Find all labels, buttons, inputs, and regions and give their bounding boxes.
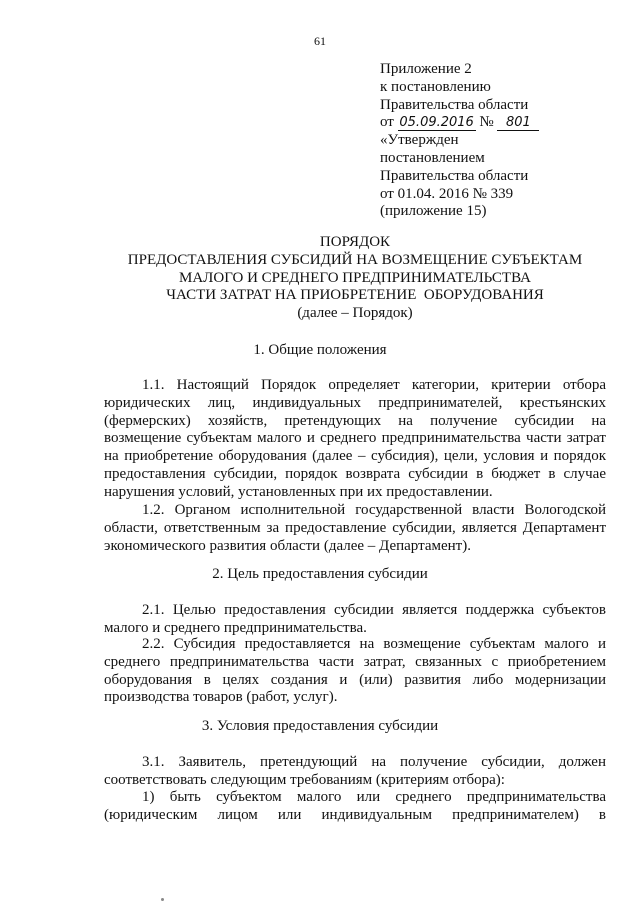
document-title	[60, 234, 640, 323]
appendix-line: Правительства области	[380, 96, 529, 113]
paragraph-2-1: 2.1. Целью предоставления субсидии является поддержка субъектов малого и среднего предпринимательства.	[104, 602, 606, 636]
handwritten-number: 801	[497, 115, 539, 131]
title-line: ПОРЯДОК	[319, 234, 391, 250]
scan-speck	[161, 898, 164, 901]
appendix-line: Приложение 2	[380, 61, 472, 77]
title-subline: (далее – Порядок)	[297, 305, 413, 322]
appendix-line: (приложение 15)	[380, 203, 487, 220]
appendix-line: от 01.04. 2016 № 339	[380, 185, 514, 202]
title-line: МАЛОГО И СРЕДНЕГО ПРЕДПРИНИМАТЕЛЬСТВА	[179, 269, 531, 286]
paragraph-2-2: 2.2. Субсидия предоставляется на возмещение субъектам малого и среднего предпринимательства части затрат, связанных с приобретением оборудования в целях создания и (или) развития либо модернизации производства товаров (работ, услуг).	[104, 636, 606, 706]
page-number: 61	[314, 34, 326, 48]
title-line: ЧАСТИ ЗАТРАТ НА ПРИОБРЕТЕНИЕ ОБОРУДОВАНИЯ	[166, 287, 544, 304]
number-sign: №	[479, 114, 494, 131]
title-line: ПРЕДОСТАВЛЕНИЯ СУБСИДИЙ НА ВОЗМЕЩЕНИЕ СУБЪЕКТАМ	[127, 251, 583, 268]
appendix-line: «Утвержден	[380, 132, 459, 149]
date-prefix: от	[380, 114, 394, 131]
section-heading-1: 1. Общие положения	[253, 342, 387, 358]
section-heading-3: 3. Условия предоставления субсидии	[201, 718, 439, 734]
paragraph-1-1: 1.1. Настоящий Порядок определяет категории, критерии отбора юридических лиц, индивидуальных предпринимателей, крестьянских (фермерских) хозяйств, претендующих на получение субсидии на возмещение субъектам малого и среднего предпринимательства части затрат на приобретение оборудования (далее – субсидия), цели, условия и порядок предоставления субсидии, порядок возврата субсидии в бюджет в случае нарушения условий, установленных при их предоставлении.	[104, 377, 606, 500]
appendix-line: постановлением	[380, 149, 485, 166]
paragraph-1-2: 1.2. Органом исполнительной государственной власти Вологодской области, ответственным за предоставление субсидии, является Департамент экономического развития области (далее – Департамент).	[104, 502, 606, 554]
section-heading-2: 2. Цель предоставления субсидии	[212, 566, 428, 582]
handwritten-date: 05.09.2016	[399, 115, 474, 131]
paragraph-3-1: 3.1. Заявитель, претендующий на получение субсидии, должен соответствовать следующим требованиям (критериям отбора):	[104, 754, 606, 788]
appendix-block	[380, 61, 620, 221]
appendix-line: к постановлению	[380, 78, 491, 95]
appendix-line: Правительства области	[380, 167, 529, 184]
paragraph-3-1-item-1: 1) быть субъектом малого или среднего предпринимательства (юридическим лицом или индивидуальным предпринимателем) в	[104, 789, 606, 823]
appendix-date-line	[380, 114, 620, 132]
